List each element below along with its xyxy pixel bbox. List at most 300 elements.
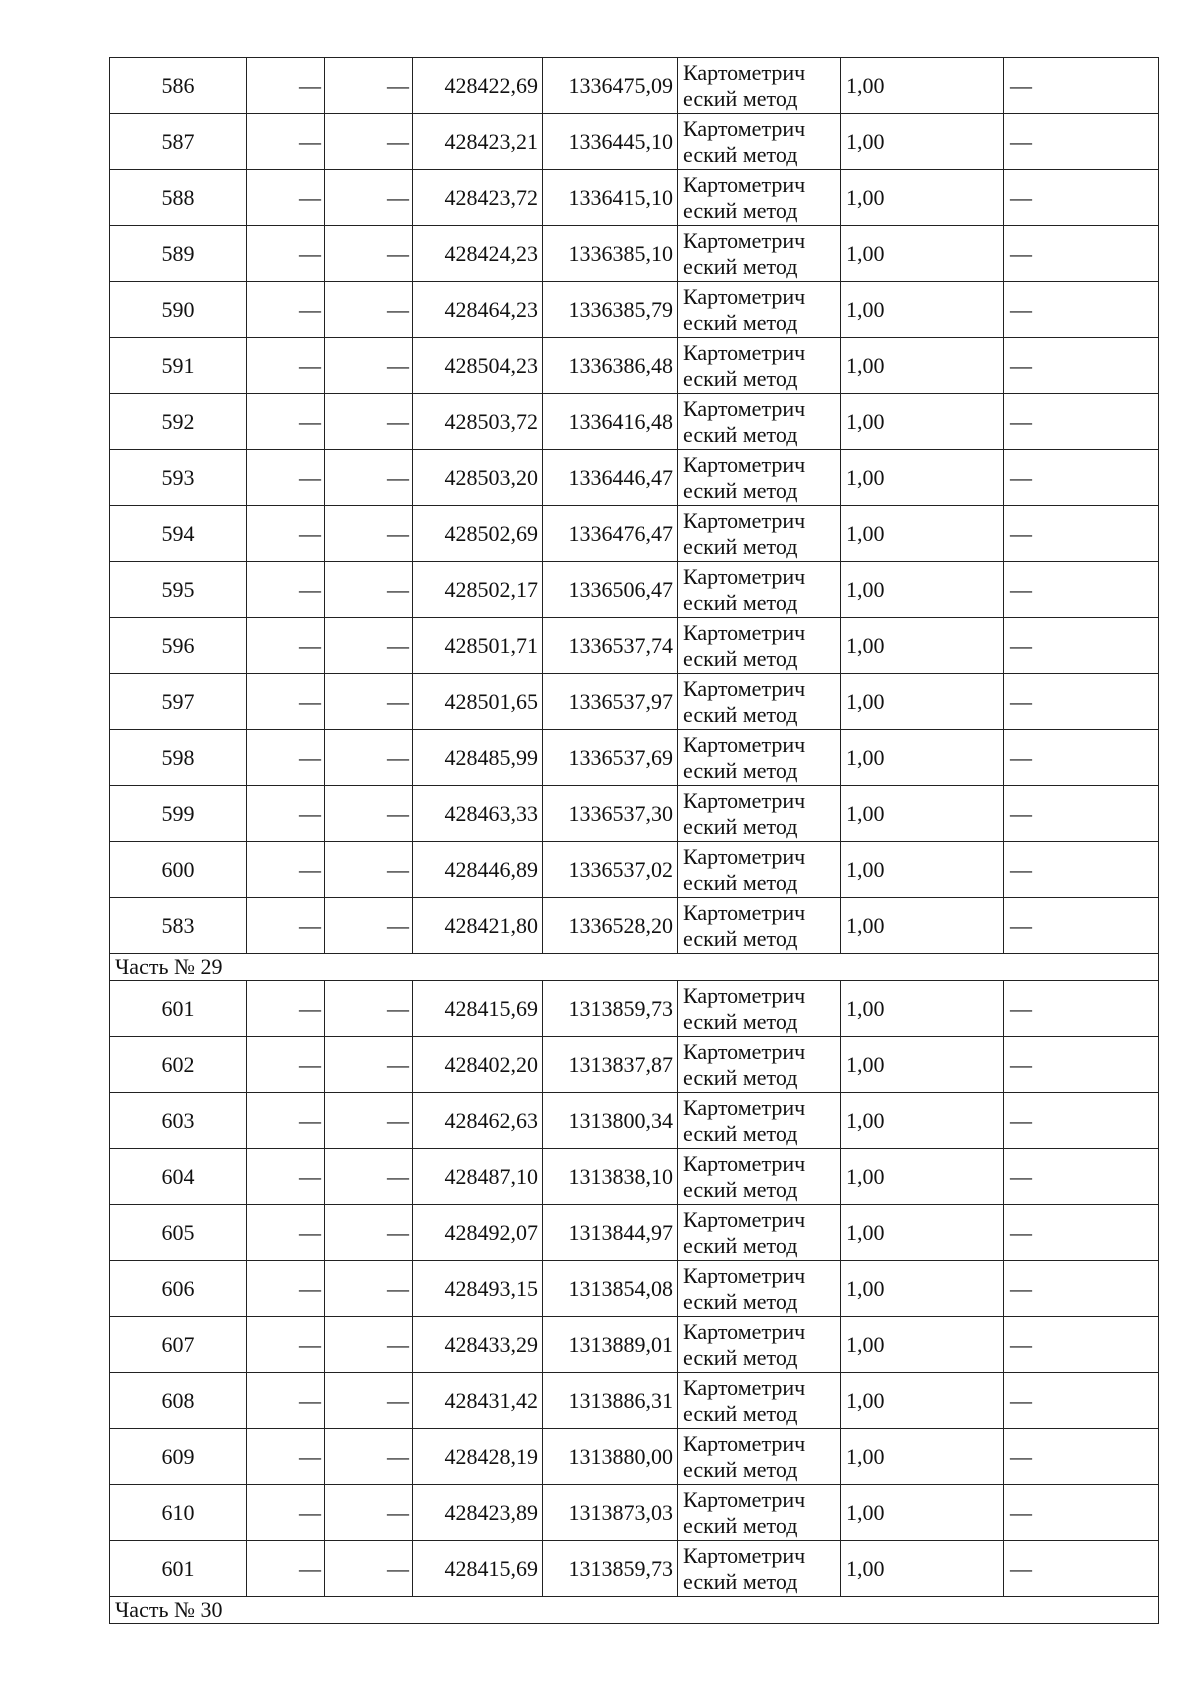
method-text-line2: еский метод <box>683 869 798 895</box>
point-number: 594 <box>110 506 247 562</box>
old-x-cell: — <box>247 730 325 786</box>
y-coordinate: 1336385,79 <box>543 282 678 338</box>
accuracy-value: 1,00 <box>841 1205 1004 1261</box>
method-text-line2: еский метод <box>683 925 798 951</box>
method-text-line1: Картометрич <box>683 843 806 869</box>
table-row <box>110 1205 1159 1261</box>
point-number: 592 <box>110 394 247 450</box>
old-x-cell: — <box>247 1373 325 1429</box>
method-text-line2: еский метод <box>683 1456 798 1482</box>
method-text-line1: Картометрич <box>683 1094 806 1120</box>
method-text-line1: Картометрич <box>683 1150 806 1176</box>
y-coordinate: 1313844,97 <box>543 1205 678 1261</box>
point-number: 604 <box>110 1149 247 1205</box>
table-row <box>110 842 1159 898</box>
x-coordinate: 428423,72 <box>413 170 543 226</box>
old-y-cell: — <box>325 1317 413 1373</box>
old-x-cell: — <box>247 1093 325 1149</box>
old-y-cell: — <box>325 898 413 954</box>
method-text-line1: Картометрич <box>683 1430 806 1456</box>
method-text-line2: еский метод <box>683 421 798 447</box>
description-cell: — <box>1004 1373 1159 1429</box>
x-coordinate: 428485,99 <box>413 730 543 786</box>
x-coordinate: 428464,23 <box>413 282 543 338</box>
table-row <box>110 898 1159 954</box>
old-x-cell: — <box>247 1149 325 1205</box>
x-coordinate: 428487,10 <box>413 1149 543 1205</box>
y-coordinate: 1336537,69 <box>543 730 678 786</box>
method-cell <box>678 786 841 842</box>
old-y-cell: — <box>325 562 413 618</box>
description-cell: — <box>1004 1093 1159 1149</box>
method-cell <box>678 730 841 786</box>
y-coordinate: 1313886,31 <box>543 1373 678 1429</box>
description-cell: — <box>1004 842 1159 898</box>
old-x-cell: — <box>247 786 325 842</box>
method-text-line1: Картометрич <box>683 1038 806 1064</box>
description-cell: — <box>1004 1205 1159 1261</box>
method-text-line2: еский метод <box>683 253 798 279</box>
accuracy-value: 1,00 <box>841 730 1004 786</box>
table-row <box>110 1541 1159 1597</box>
old-y-cell: — <box>325 1149 413 1205</box>
method-text-line2: еский метод <box>683 1232 798 1258</box>
y-coordinate: 1336506,47 <box>543 562 678 618</box>
old-y-cell: — <box>325 450 413 506</box>
table-row <box>110 1037 1159 1093</box>
table-row <box>110 450 1159 506</box>
method-text-line1: Картометрич <box>683 619 806 645</box>
description-cell: — <box>1004 338 1159 394</box>
table-row <box>110 1261 1159 1317</box>
table-row <box>110 338 1159 394</box>
point-number: 605 <box>110 1205 247 1261</box>
table-row <box>110 786 1159 842</box>
point-number: 609 <box>110 1429 247 1485</box>
accuracy-value: 1,00 <box>841 170 1004 226</box>
method-text-line2: еский метод <box>683 141 798 167</box>
description-cell: — <box>1004 981 1159 1037</box>
point-number: 595 <box>110 562 247 618</box>
table-row <box>110 1429 1159 1485</box>
old-y-cell: — <box>325 394 413 450</box>
accuracy-value: 1,00 <box>841 338 1004 394</box>
point-number: 607 <box>110 1317 247 1373</box>
method-cell <box>678 170 841 226</box>
table-row <box>110 114 1159 170</box>
point-number: 599 <box>110 786 247 842</box>
part-label: Часть № 30 <box>110 1597 1159 1624</box>
method-text-line2: еский метод <box>683 645 798 671</box>
accuracy-value: 1,00 <box>841 786 1004 842</box>
accuracy-value: 1,00 <box>841 450 1004 506</box>
table-row <box>110 981 1159 1037</box>
y-coordinate: 1313889,01 <box>543 1317 678 1373</box>
old-x-cell: — <box>247 981 325 1037</box>
description-cell: — <box>1004 562 1159 618</box>
method-cell <box>678 450 841 506</box>
part-label: Часть № 29 <box>110 954 1159 981</box>
description-cell: — <box>1004 674 1159 730</box>
y-coordinate: 1313873,03 <box>543 1485 678 1541</box>
point-number: 608 <box>110 1373 247 1429</box>
x-coordinate: 428492,07 <box>413 1205 543 1261</box>
method-cell <box>678 1093 841 1149</box>
method-text-line2: еский метод <box>683 85 798 111</box>
point-number: 583 <box>110 898 247 954</box>
method-text-line2: еский метод <box>683 1344 798 1370</box>
coordinates-table-body <box>110 58 1159 1624</box>
old-x-cell: — <box>247 1317 325 1373</box>
old-y-cell: — <box>325 282 413 338</box>
old-x-cell: — <box>247 618 325 674</box>
method-text-line2: еский метод <box>683 309 798 335</box>
part-header-row <box>110 954 1159 981</box>
old-x-cell: — <box>247 170 325 226</box>
accuracy-value: 1,00 <box>841 506 1004 562</box>
method-text-line1: Картометрич <box>683 395 806 421</box>
table-row <box>110 170 1159 226</box>
y-coordinate: 1336537,74 <box>543 618 678 674</box>
y-coordinate: 1336445,10 <box>543 114 678 170</box>
method-text-line1: Картометрич <box>683 731 806 757</box>
old-y-cell: — <box>325 506 413 562</box>
old-x-cell: — <box>247 1205 325 1261</box>
y-coordinate: 1336537,97 <box>543 674 678 730</box>
method-text-line1: Картометрич <box>683 59 806 85</box>
method-cell <box>678 114 841 170</box>
method-text-line1: Картометрич <box>683 507 806 533</box>
method-text-line2: еский метод <box>683 1568 798 1594</box>
method-text-line2: еский метод <box>683 813 798 839</box>
old-y-cell: — <box>325 981 413 1037</box>
y-coordinate: 1336476,47 <box>543 506 678 562</box>
old-x-cell: — <box>247 58 325 114</box>
x-coordinate: 428446,89 <box>413 842 543 898</box>
method-cell <box>678 226 841 282</box>
method-text-line2: еский метод <box>683 1064 798 1090</box>
table-row <box>110 1485 1159 1541</box>
old-y-cell: — <box>325 842 413 898</box>
point-number: 597 <box>110 674 247 730</box>
description-cell: — <box>1004 226 1159 282</box>
accuracy-value: 1,00 <box>841 1093 1004 1149</box>
description-cell: — <box>1004 730 1159 786</box>
x-coordinate: 428433,29 <box>413 1317 543 1373</box>
old-x-cell: — <box>247 114 325 170</box>
old-y-cell: — <box>325 674 413 730</box>
method-text-line2: еский метод <box>683 1400 798 1426</box>
method-text-line1: Картометрич <box>683 1318 806 1344</box>
y-coordinate: 1313859,73 <box>543 981 678 1037</box>
method-text-line2: еский метод <box>683 701 798 727</box>
point-number: 591 <box>110 338 247 394</box>
accuracy-value: 1,00 <box>841 674 1004 730</box>
point-number: 600 <box>110 842 247 898</box>
description-cell: — <box>1004 1485 1159 1541</box>
method-text-line1: Картометрич <box>683 563 806 589</box>
old-x-cell: — <box>247 562 325 618</box>
point-number: 606 <box>110 1261 247 1317</box>
accuracy-value: 1,00 <box>841 114 1004 170</box>
y-coordinate: 1336528,20 <box>543 898 678 954</box>
point-number: 596 <box>110 618 247 674</box>
method-cell <box>678 618 841 674</box>
method-text-line1: Картометрич <box>683 227 806 253</box>
accuracy-value: 1,00 <box>841 1429 1004 1485</box>
x-coordinate: 428424,23 <box>413 226 543 282</box>
old-y-cell: — <box>325 226 413 282</box>
accuracy-value: 1,00 <box>841 394 1004 450</box>
point-number: 589 <box>110 226 247 282</box>
x-coordinate: 428462,63 <box>413 1093 543 1149</box>
accuracy-value: 1,00 <box>841 1149 1004 1205</box>
point-number: 602 <box>110 1037 247 1093</box>
y-coordinate: 1336475,09 <box>543 58 678 114</box>
description-cell: — <box>1004 898 1159 954</box>
accuracy-value: 1,00 <box>841 1485 1004 1541</box>
table-row <box>110 730 1159 786</box>
old-y-cell: — <box>325 58 413 114</box>
method-text-line2: еский метод <box>683 757 798 783</box>
old-y-cell: — <box>325 1205 413 1261</box>
description-cell: — <box>1004 786 1159 842</box>
description-cell: — <box>1004 1317 1159 1373</box>
method-cell <box>678 981 841 1037</box>
y-coordinate: 1313837,87 <box>543 1037 678 1093</box>
method-cell <box>678 1541 841 1597</box>
accuracy-value: 1,00 <box>841 1317 1004 1373</box>
table-row <box>110 1149 1159 1205</box>
old-y-cell: — <box>325 1093 413 1149</box>
y-coordinate: 1336415,10 <box>543 170 678 226</box>
description-cell: — <box>1004 1429 1159 1485</box>
x-coordinate: 428493,15 <box>413 1261 543 1317</box>
accuracy-value: 1,00 <box>841 1037 1004 1093</box>
method-cell <box>678 282 841 338</box>
accuracy-value: 1,00 <box>841 282 1004 338</box>
old-x-cell: — <box>247 450 325 506</box>
method-cell <box>678 1149 841 1205</box>
accuracy-value: 1,00 <box>841 1261 1004 1317</box>
method-cell <box>678 506 841 562</box>
description-cell: — <box>1004 170 1159 226</box>
method-text-line2: еский метод <box>683 1008 798 1034</box>
old-y-cell: — <box>325 338 413 394</box>
method-cell <box>678 562 841 618</box>
method-cell <box>678 58 841 114</box>
method-cell <box>678 338 841 394</box>
x-coordinate: 428503,20 <box>413 450 543 506</box>
method-cell <box>678 674 841 730</box>
method-cell <box>678 842 841 898</box>
point-number: 598 <box>110 730 247 786</box>
method-text-line1: Картометрич <box>683 1486 806 1512</box>
point-number: 586 <box>110 58 247 114</box>
y-coordinate: 1313880,00 <box>543 1429 678 1485</box>
old-y-cell: — <box>325 1373 413 1429</box>
old-x-cell: — <box>247 1261 325 1317</box>
method-text-line1: Картометрич <box>683 1374 806 1400</box>
accuracy-value: 1,00 <box>841 226 1004 282</box>
old-y-cell: — <box>325 1541 413 1597</box>
description-cell: — <box>1004 394 1159 450</box>
description-cell: — <box>1004 1541 1159 1597</box>
method-text-line2: еский метод <box>683 197 798 223</box>
description-cell: — <box>1004 506 1159 562</box>
x-coordinate: 428463,33 <box>413 786 543 842</box>
method-cell <box>678 898 841 954</box>
method-text-line2: еский метод <box>683 533 798 559</box>
old-x-cell: — <box>247 1429 325 1485</box>
description-cell: — <box>1004 282 1159 338</box>
old-x-cell: — <box>247 898 325 954</box>
method-text-line2: еский метод <box>683 365 798 391</box>
y-coordinate: 1313800,34 <box>543 1093 678 1149</box>
old-x-cell: — <box>247 842 325 898</box>
point-number: 601 <box>110 981 247 1037</box>
old-x-cell: — <box>247 282 325 338</box>
accuracy-value: 1,00 <box>841 898 1004 954</box>
table-row <box>110 674 1159 730</box>
method-text-line1: Картометрич <box>683 982 806 1008</box>
description-cell: — <box>1004 618 1159 674</box>
method-cell <box>678 1485 841 1541</box>
method-text-line2: еский метод <box>683 1176 798 1202</box>
old-y-cell: — <box>325 786 413 842</box>
x-coordinate: 428421,80 <box>413 898 543 954</box>
method-text-line1: Картометрич <box>683 451 806 477</box>
accuracy-value: 1,00 <box>841 842 1004 898</box>
method-text-line1: Картометрич <box>683 115 806 141</box>
table-row <box>110 1093 1159 1149</box>
y-coordinate: 1336446,47 <box>543 450 678 506</box>
table-row <box>110 282 1159 338</box>
table-row <box>110 618 1159 674</box>
accuracy-value: 1,00 <box>841 618 1004 674</box>
point-number: 601 <box>110 1541 247 1597</box>
x-coordinate: 428431,42 <box>413 1373 543 1429</box>
y-coordinate: 1336386,48 <box>543 338 678 394</box>
method-text-line2: еский метод <box>683 1120 798 1146</box>
description-cell: — <box>1004 114 1159 170</box>
x-coordinate: 428504,23 <box>413 338 543 394</box>
description-cell: — <box>1004 58 1159 114</box>
description-cell: — <box>1004 1149 1159 1205</box>
old-y-cell: — <box>325 114 413 170</box>
old-y-cell: — <box>325 170 413 226</box>
old-y-cell: — <box>325 1429 413 1485</box>
method-text-line1: Картометрич <box>683 1262 806 1288</box>
method-cell <box>678 1429 841 1485</box>
x-coordinate: 428423,89 <box>413 1485 543 1541</box>
accuracy-value: 1,00 <box>841 981 1004 1037</box>
x-coordinate: 428502,69 <box>413 506 543 562</box>
old-x-cell: — <box>247 394 325 450</box>
table-row <box>110 58 1159 114</box>
method-text-line1: Картометрич <box>683 1206 806 1232</box>
table-row <box>110 562 1159 618</box>
method-cell <box>678 1261 841 1317</box>
method-cell <box>678 1317 841 1373</box>
method-text-line1: Картометрич <box>683 899 806 925</box>
point-number: 593 <box>110 450 247 506</box>
x-coordinate: 428501,65 <box>413 674 543 730</box>
point-number: 610 <box>110 1485 247 1541</box>
coordinates-table <box>109 57 1159 1624</box>
x-coordinate: 428415,69 <box>413 981 543 1037</box>
description-cell: — <box>1004 1037 1159 1093</box>
method-text-line1: Картометрич <box>683 339 806 365</box>
x-coordinate: 428402,20 <box>413 1037 543 1093</box>
description-cell: — <box>1004 450 1159 506</box>
method-cell <box>678 1205 841 1261</box>
method-text-line1: Картометрич <box>683 171 806 197</box>
table-row <box>110 506 1159 562</box>
point-number: 590 <box>110 282 247 338</box>
old-y-cell: — <box>325 730 413 786</box>
method-text-line2: еский метод <box>683 1288 798 1314</box>
description-cell: — <box>1004 1261 1159 1317</box>
y-coordinate: 1313854,08 <box>543 1261 678 1317</box>
x-coordinate: 428423,21 <box>413 114 543 170</box>
old-x-cell: — <box>247 506 325 562</box>
part-header-row <box>110 1597 1159 1624</box>
old-y-cell: — <box>325 618 413 674</box>
old-y-cell: — <box>325 1485 413 1541</box>
accuracy-value: 1,00 <box>841 1373 1004 1429</box>
y-coordinate: 1336416,48 <box>543 394 678 450</box>
table-row <box>110 1373 1159 1429</box>
method-text-line2: еский метод <box>683 1512 798 1538</box>
method-text-line1: Картометрич <box>683 1542 806 1568</box>
method-text-line1: Картометрич <box>683 675 806 701</box>
point-number: 603 <box>110 1093 247 1149</box>
x-coordinate: 428428,19 <box>413 1429 543 1485</box>
method-text-line2: еский метод <box>683 477 798 503</box>
point-number: 588 <box>110 170 247 226</box>
old-x-cell: — <box>247 338 325 394</box>
old-x-cell: — <box>247 1485 325 1541</box>
point-number: 587 <box>110 114 247 170</box>
old-x-cell: — <box>247 1541 325 1597</box>
x-coordinate: 428422,69 <box>413 58 543 114</box>
method-cell <box>678 1373 841 1429</box>
table-row <box>110 1317 1159 1373</box>
accuracy-value: 1,00 <box>841 562 1004 618</box>
accuracy-value: 1,00 <box>841 1541 1004 1597</box>
old-x-cell: — <box>247 226 325 282</box>
old-x-cell: — <box>247 674 325 730</box>
method-text-line2: еский метод <box>683 589 798 615</box>
table-row <box>110 226 1159 282</box>
old-x-cell: — <box>247 1037 325 1093</box>
y-coordinate: 1336537,30 <box>543 786 678 842</box>
accuracy-value: 1,00 <box>841 58 1004 114</box>
y-coordinate: 1336537,02 <box>543 842 678 898</box>
method-cell <box>678 1037 841 1093</box>
x-coordinate: 428503,72 <box>413 394 543 450</box>
y-coordinate: 1336385,10 <box>543 226 678 282</box>
old-y-cell: — <box>325 1261 413 1317</box>
x-coordinate: 428502,17 <box>413 562 543 618</box>
x-coordinate: 428415,69 <box>413 1541 543 1597</box>
y-coordinate: 1313859,73 <box>543 1541 678 1597</box>
old-y-cell: — <box>325 1037 413 1093</box>
method-text-line1: Картометрич <box>683 787 806 813</box>
method-text-line1: Картометрич <box>683 283 806 309</box>
y-coordinate: 1313838,10 <box>543 1149 678 1205</box>
